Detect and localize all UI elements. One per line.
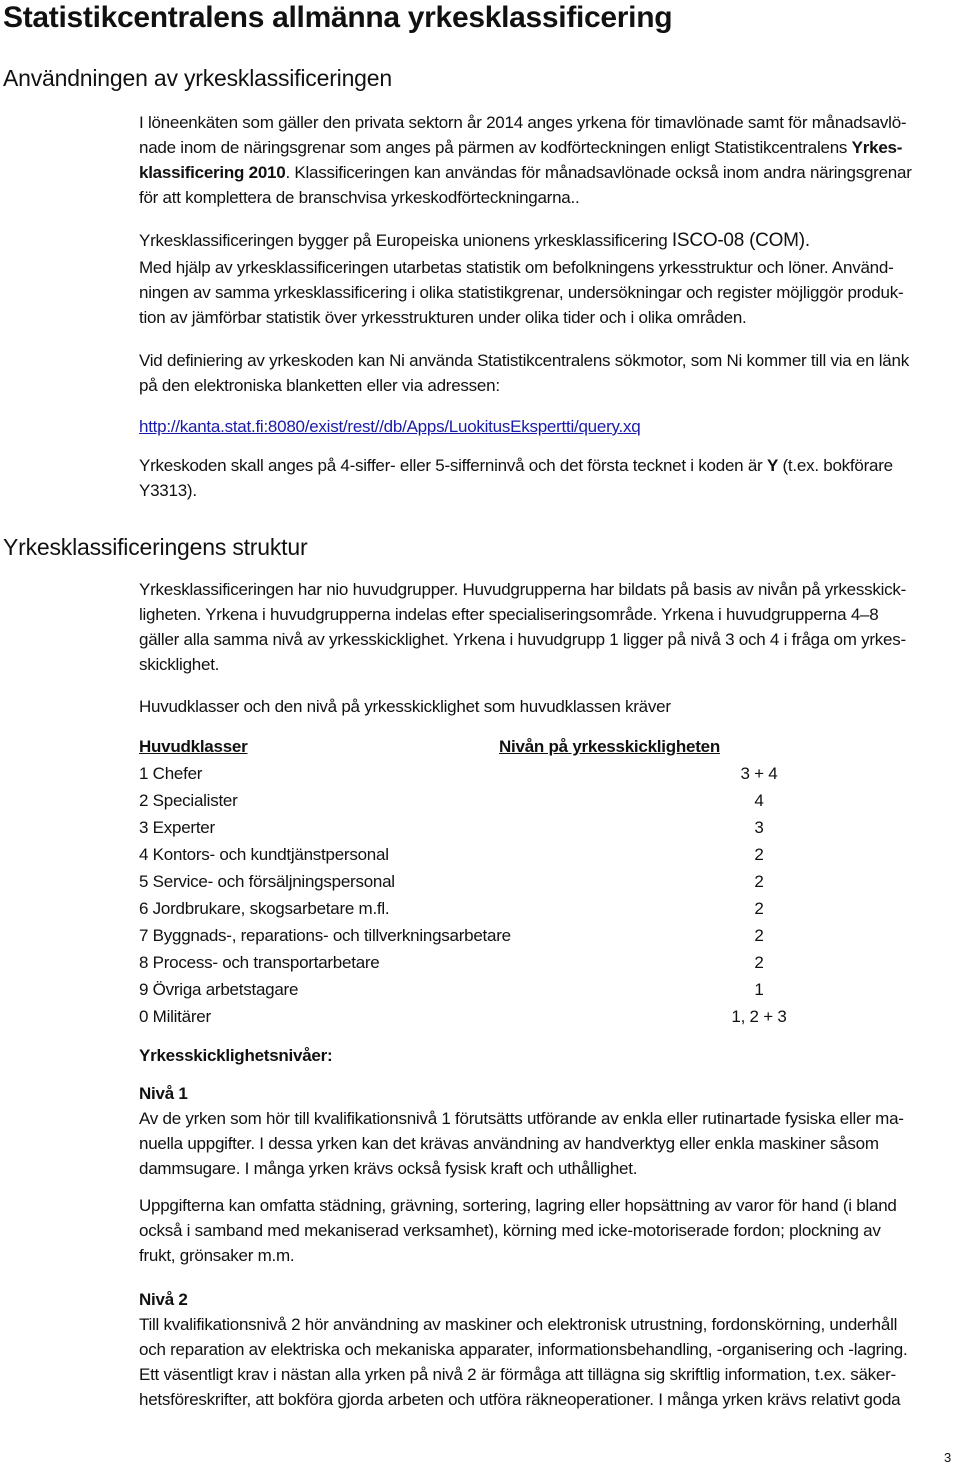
skill-level-value: 2 bbox=[754, 872, 764, 891]
table-row bbox=[139, 868, 764, 895]
text-line: för att komplettera de branschvisa yrkeskodförteckningarna.. bbox=[139, 188, 580, 207]
table-row bbox=[139, 814, 764, 841]
table-row bbox=[139, 1003, 787, 1030]
search-engine-link[interactable]: http://kanta.stat.fi:8080/exist/rest//db/Apps/LuokitusEkspertti/query.xq bbox=[139, 417, 641, 436]
text-line: Ett väsentligt krav i nästan alla yrken på nivå 2 är förmåga att tillägna sig skriftlig information, t.ex. säker- bbox=[139, 1365, 896, 1384]
level-1-tasks bbox=[139, 1193, 957, 1268]
skill-level-value: 2 bbox=[754, 899, 764, 918]
text-line: Vid definiering av yrkeskoden kan Ni använda Statistikcentralens sökmotor, som Ni kommer till via en länk bbox=[139, 351, 909, 370]
text-line: I löneenkäten som gäller den privata sektorn år 2014 anges yrkena för timavlönade samt för månadsavlö- bbox=[139, 113, 907, 132]
text-line: ligheten. Yrkena i huvudgrupperna indelas efter specialiseringsområde. Yrkena i huvudgrupperna 4–8 bbox=[139, 605, 879, 624]
main-group-name: 4 Kontors- och kundtjänstpersonal bbox=[139, 845, 389, 864]
skill-level-value: 1, 2 + 3 bbox=[731, 1007, 787, 1026]
text-line: och reparation av elektriska och mekaniska apparater, informationsbehandling, -organisering och -lagring. bbox=[139, 1340, 908, 1359]
text-line: på den elektroniska blanketten eller via adressen: bbox=[139, 376, 500, 395]
text-line: Till kvalifikationsnivå 2 hör användning av maskiner och elektronisk utrustning, fordonskörning, underhåll bbox=[139, 1315, 898, 1334]
text-span: . Klassificeringen kan användas för månadsavlönade också inom andra näringsgrenar bbox=[285, 163, 912, 182]
main-group-name: 6 Jordbrukare, skogsarbetare m.fl. bbox=[139, 899, 390, 918]
level-1-block bbox=[139, 1081, 957, 1181]
table-caption: Huvudklasser och den nivå på yrkesskicklighet som huvudklassen kräver bbox=[139, 697, 671, 716]
main-group-name: 2 Specialister bbox=[139, 791, 238, 810]
skill-level-value: 4 bbox=[754, 791, 764, 810]
text-line: Uppgifterna kan omfatta städning, grävning, sortering, lagring eller hopsättning av varor för hand (i bland bbox=[139, 1196, 897, 1215]
paragraph-isco bbox=[139, 228, 957, 253]
text-span: Yrkeskoden skall anges på 4-siffer- eller 5-sifferninvå och det första tecknet i koden är bbox=[139, 456, 767, 475]
skill-level-value: 2 bbox=[754, 953, 764, 972]
level-2-block bbox=[139, 1287, 957, 1412]
main-group-name: 0 Militärer bbox=[139, 1007, 211, 1026]
text-line: Med hjälp av yrkesklassificeringen utarbetas statistik om befolkningens yrkesstruktur och löner. Använd- bbox=[139, 258, 894, 277]
page-number: 3 bbox=[944, 1450, 952, 1465]
bold-text: klassificering 2010 bbox=[139, 163, 286, 182]
paragraph-code-format bbox=[139, 453, 957, 503]
text-line: dammsugare. I många yrken krävs också fysisk kraft och uthållighet. bbox=[139, 1159, 638, 1178]
isco-text: ISCO-08 (COM). bbox=[671, 230, 810, 251]
text-line bbox=[139, 135, 957, 160]
main-groups-table bbox=[139, 733, 787, 1030]
section-heading-usage: Användningen av yrkesklassificeringen bbox=[3, 65, 392, 91]
main-group-name: 5 Service- och försäljningspersonal bbox=[139, 872, 395, 891]
text-span: nade inom de näringsgrenar som anges på pärmen av kodförteckningen enligt Statistikcentralens bbox=[139, 138, 852, 157]
level-2-title: Nivå 2 bbox=[139, 1290, 188, 1309]
text-line: också i samband med mekaniserad verksamhet), körning med icke-motoriserade fordon; plockning av bbox=[139, 1221, 881, 1240]
table-row bbox=[139, 895, 764, 922]
text-line bbox=[139, 160, 957, 185]
paragraph-structure bbox=[139, 577, 957, 677]
paragraph-link bbox=[139, 414, 957, 439]
table-row bbox=[139, 760, 778, 787]
skill-level-value: 2 bbox=[754, 845, 764, 864]
paragraph-search-engine bbox=[139, 348, 957, 398]
table-header-row bbox=[139, 733, 739, 760]
text-line: gäller alla samma nivå av yrkesskicklighet. Yrkena i huvudgrupp 1 ligger på nivå 3 och 4 i fråga om yrkes- bbox=[139, 630, 906, 649]
text-line: hetsföreskrifter, att bokföra gjorda arbeten och utföra räkneoperationer. I många yrken krävs relativt goda bbox=[139, 1390, 901, 1409]
text-line: nuella uppgifter. I dessa yrken kan det krävas användning av handverktyg eller enkla maskiner såsom bbox=[139, 1134, 879, 1153]
bold-text: Y bbox=[766, 456, 779, 475]
bold-text: Yrkes- bbox=[851, 138, 903, 157]
main-group-name: 9 Övriga arbetstagare bbox=[139, 980, 299, 999]
main-group-name: 7 Byggnads-, reparations- och tillverkningsarbetare bbox=[139, 926, 511, 945]
text-line: skicklighet. bbox=[139, 655, 220, 674]
skill-level-value: 1 bbox=[754, 980, 764, 999]
table-body bbox=[139, 760, 787, 1030]
main-group-name: 3 Experter bbox=[139, 818, 215, 837]
text-line: Av de yrken som hör till kvalifikationsnivå 1 förutsätts utförande av enkla eller rutinartade fysiska eller ma- bbox=[139, 1109, 904, 1128]
main-group-name: 8 Process- och transportarbetare bbox=[139, 953, 380, 972]
text-span: (t.ex. bokförare bbox=[778, 456, 893, 475]
table-row bbox=[139, 841, 764, 868]
text-line: Y3313). bbox=[139, 481, 197, 500]
skill-level-value: 3 + 4 bbox=[740, 764, 778, 783]
levels-heading: Yrkesskicklighetsnivåer: bbox=[139, 1046, 333, 1065]
table-row bbox=[139, 922, 764, 949]
text-line: frukt, grönsaker m.m. bbox=[139, 1246, 295, 1265]
paragraph-statistics bbox=[139, 255, 957, 330]
column-header-main-groups: Huvudklasser bbox=[139, 737, 248, 756]
level-1-title: Nivå 1 bbox=[139, 1084, 188, 1103]
table-row bbox=[139, 787, 764, 814]
skill-level-value: 2 bbox=[754, 926, 764, 945]
text-line bbox=[139, 453, 957, 478]
skill-level-value: 3 bbox=[754, 818, 764, 837]
page-title: Statistikcentralens allmänna yrkesklassificering bbox=[3, 1, 673, 34]
table-row bbox=[139, 976, 764, 1003]
text-line: tion av jämförbar statistik över yrkesstrukturen under olika tider och i olika områden. bbox=[139, 308, 747, 327]
column-header-skill-level: Nivån på yrkesskickligheten bbox=[499, 737, 720, 756]
section-heading-structure: Yrkesklassificeringens struktur bbox=[3, 534, 308, 560]
table-row bbox=[139, 949, 764, 976]
paragraph-intro bbox=[139, 110, 957, 210]
text-line: ningen av samma yrkesklassificering i olika statistikgrenar, undersökningar och register möjliggör produk- bbox=[139, 283, 904, 302]
text-span: Yrkesklassificeringen bygger på Europeiska unionens yrkesklassificering bbox=[139, 231, 672, 250]
main-group-name: 1 Chefer bbox=[139, 764, 203, 783]
text-line: Yrkesklassificeringen har nio huvudgrupper. Huvudgrupperna har bildats på basis av nivån på yrkesskick- bbox=[139, 580, 907, 599]
